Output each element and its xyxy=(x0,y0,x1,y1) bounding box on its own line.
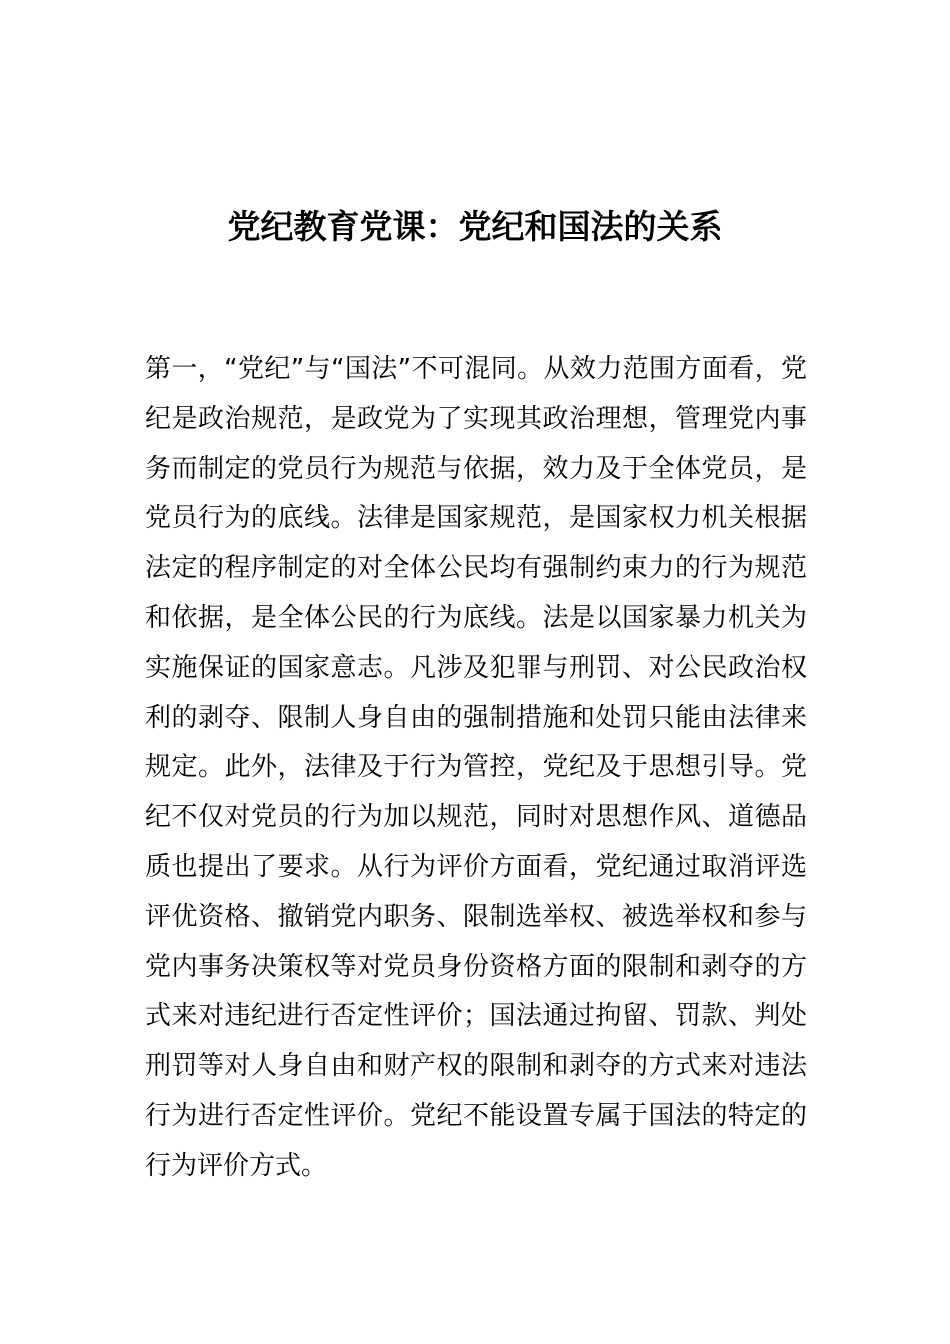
document-title: 党纪教育党课：党纪和国法的关系 xyxy=(227,207,723,246)
body-paragraph: 第一，“党纪”与“国法”不可混同。从效力范围方面看，党纪是政治规范，是政党为了实现其政治理想，管理党内事务而制定的党员行为规范与依据，效力及于全体党员，是党员行为的底线。法律是国家规范，是国家权力机关根据法定的程序制定的对全体公民均有强制约束力的行为规范和依据，是全体公民的行为底线。法是以国家暴力机关为实施保证的国家意志。凡涉及犯罪与刑罚、对公民政治权利的剥夺、限制人身自由的强制措施和处罚只能由法律来规定。此外，法律及于行为管控，党纪及于思想引导。党纪不仅对党员的行为加以规范，同时对思想作风、道德品质也提出了要求。从行为评价方面看，党纪通过取消评选评优资格、撤销党内职务、限制选举权、被选举权和参与党内事务决策权等对党员身份资格方面的限制和剥夺的方式来对违纪进行否定性评价；国法通过拘留、罚款、判处刑罚等对人身自由和财产权的限制和剥夺的方式来对违法行为进行否定性评价。党纪不能设置专属于国法的特定的行为评价方式。 xyxy=(145,354,807,1181)
